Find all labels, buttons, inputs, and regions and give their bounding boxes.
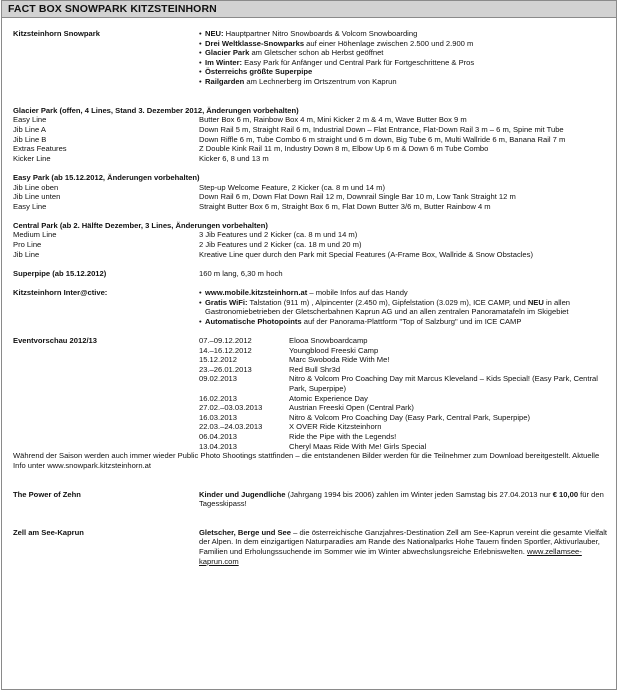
events-note: Während der Saison werden auch immer wieder Public Photo Shootings stattfinden – die entstandenen Bilder werden für die Teilnehmer zum Download bereitgestellt. Aktuelle Info unter www.snowpark.kitzsteinhorn.at [13,451,600,470]
list-item: • Drei Weltklasse-Snowparks auf einer Höhenlage zwischen 2.500 und 2.900 m [199,39,610,49]
table-row: Jib Line oben Step-up Welcome Feature, 2 Kicker (ca. 8 m und 14 m) [13,182,385,192]
superpipe-value: 160 m lang, 6,30 m hoch [199,268,283,278]
event-row: 23.–26.01.2013 Red Bull Shr3d [199,364,341,374]
table-row: Jib Line Kreative Line quer durch den Park mit Special Features (A-Frame Box, Wallride & Snow Obstacles) [13,249,533,259]
fact-box-content [13,29,610,566]
intro-bullets [199,29,610,87]
event-row: 09.02.2013 Nitro & Volcom Pro Coaching Day mit Marcus Kleveland – Kids Special! (Easy Park, Central Park, Superpipe) [199,374,598,393]
easy-heading: Easy Park (ab 15.12.2012, Änderungen vorbehalten) [13,172,200,182]
list-item: • Railgarden am Lechnerberg im Ortszentrum von Kaprun [199,77,610,87]
table-row: Medium Line 3 Jib Features und 2 Kicker (ca. 8 m und 14 m) [13,230,358,240]
events-label: Eventvorschau 2012/13 [13,336,98,345]
table-row: Easy Line Butter Box 6 m, Rainbow Box 4 m, Mini Kicker 2 m & 4 m, Wave Butter Box 9 m [13,115,467,125]
table-row: Jib Line A Down Rail 5 m, Straight Rail 6 m, Industrial Down – Flat Entrance, Flat-Down Rail 3 m – 6 m, Spine mit Tube [13,124,564,134]
event-row: 13.04.2013 Cheryl Maas Ride With Me! Girls Special [199,441,427,451]
zell-link[interactable]: www.zellamsee-kaprun.com [199,547,582,566]
interactive-bullets [199,288,610,326]
intro-section [13,29,610,87]
zell-section [13,528,610,566]
list-item: • Im Winter: Easy Park für Anfänger und Central Park für Fortgeschrittene & Pros [199,58,610,68]
zell-label: Zell am See-Kaprun [13,527,84,537]
glacier-heading: Glacier Park (offen, 4 Lines, Stand 3. Dezember 2012, Änderungen vorbehalten) [13,105,299,115]
superpipe-section [13,269,610,279]
list-item: • Gratis WiFi: Talstation (911 m) , Alpincenter (2.450 m), Gipfelstation (3.029 m), ICE CAMP, und NEU in allen Gastronomiebetrieben der Gletscherbahnen Kaprun AG und an allen zentralen Panoramatafeln im Skigebiet [199,298,610,317]
event-row: 27.02.–03.03.2013 Austrian Freeski Open (Central Park) [199,403,414,413]
table-row: Pro Line 2 Jib Features und 2 Kicker (ca. 18 m und 20 m) [13,240,362,250]
event-row: 16.03.2013 Nitro & Volcom Pro Coaching Day (Easy Park, Central Park, Superpipe) [199,412,530,422]
superpipe-label: Superpipe (ab 15.12.2012) [13,268,107,278]
list-item: • Automatische Photopoints auf der Panorama-Plattform "Top of Salzburg" und im ICE CAMP [199,317,610,327]
event-row: 16.02.2013 Atomic Experience Day [199,393,368,403]
table-row: Kicker Line Kicker 6, 8 und 13 m [13,153,269,163]
table-row: Jib Line B Down Riffle 6 m, Tube Combo 6 m straight und 6 m down, Big Tube 6 m, Multi Wallride 6 m, Banana Rail 7 m [13,134,566,144]
interactive-section [13,288,610,326]
table-row: Easy Line Straight Butter Box 6 m, Straight Box 6 m, Flat Down Butter 3/6 m, Butter Rainbow 4 m [13,201,491,211]
zehn-section [13,490,610,509]
event-row: 07.–09.12.2012 Elooa Snowboardcamp [199,336,368,345]
zell-value: Gletscher, Berge und See – die österreichische Ganzjahres-Destination Zell am See-Kaprun vereint die gesamte Vielfalt der Alpen. In dem einzigartigen Naturparadies am Rande des Nationalparks Hohe Tauern finden Sportler, Aktivurlauber, Familien und Erholungssuchende im Sommer wie im Winter abwechslungsreiche Erlebniswelten. www.zellamsee-kaprun.com [199,527,608,566]
list-item: • Glacier Park am Gletscher schon ab Herbst geöffnet [199,48,610,58]
event-row: 15.12.2012 Marc Swoboda Ride With Me! [199,355,390,365]
zehn-label: The Power of Zehn [13,489,81,499]
list-item: • Österreichs größte Superpipe [199,67,610,77]
event-row: 06.04.2013 Ride the Pipe with the Legends! [199,431,397,441]
events-section [13,336,610,451]
table-row: Jib Line unten Down Rail 6 m, Down Flat Down Rail 12 m, Downrail Single Bar 10 m, Low Tank Straight 12 m [13,192,516,202]
list-item: • www.mobile.kitzsteinhorn.at – mobile Infos auf das Handy [199,288,610,298]
zehn-value: Kinder und Jugendliche (Jahrgang 1994 bis 2006) zahlen im Winter jeden Samstag bis 27.04.2013 nur € 10,00 für den Tagesskipass! [199,489,604,509]
fact-box [1,0,617,690]
central-heading: Central Park (ab 2. Hälfte Dezember, 3 Lines, Änderungen vorbehalten) [13,220,268,230]
events-list [199,336,610,451]
event-row: 14.–16.12.2012 Youngblood Freeski Camp [199,345,379,355]
mobile-link[interactable]: www.mobile.kitzsteinhorn.at [205,288,308,298]
page-title: FACT BOX SNOWPARK KITZSTEINHORN [2,1,616,18]
intro-label: Kitzsteinhorn Snowpark [13,29,100,38]
interactive-label: Kitzsteinhorn Inter@ctive: [13,288,108,298]
table-row: Extras Features Z Double Kink Rail 11 m, Industry Down 8 m, Elbow Up 6 m & Down 6 m Tube Combo [13,144,489,154]
list-item: • NEU: Hauptpartner Nitro Snowboards & Volcom Snowboarding [199,29,610,39]
event-row: 22.03.–24.03.2013 X OVER Ride Kitzsteinhorn [199,422,382,432]
